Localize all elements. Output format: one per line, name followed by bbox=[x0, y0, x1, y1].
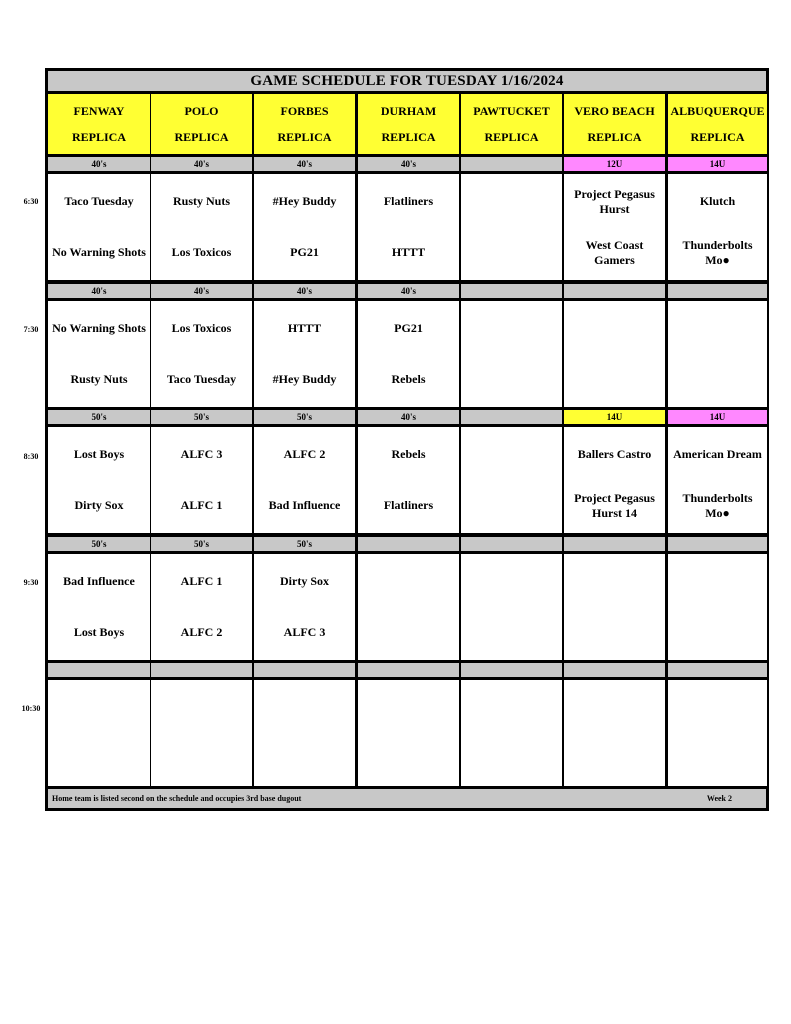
division-label: 50's bbox=[48, 537, 150, 551]
home-team: Project Pegasus Hurst 14 bbox=[574, 490, 655, 520]
field-header bbox=[358, 94, 459, 154]
away-team: Lost Boys bbox=[73, 447, 125, 461]
division-label: 40's bbox=[358, 284, 459, 298]
division-label: 14U bbox=[668, 410, 767, 424]
division-label bbox=[461, 663, 562, 677]
game-cell bbox=[358, 680, 459, 786]
field-subtitle: REPLICA bbox=[587, 130, 642, 144]
division-label: 40's bbox=[151, 157, 252, 171]
game-cell bbox=[564, 554, 665, 660]
division-label: 40's bbox=[254, 284, 355, 298]
home-team: Bad Influence bbox=[268, 498, 341, 512]
away-team: #Hey Buddy bbox=[272, 194, 337, 208]
field-subtitle: REPLICA bbox=[277, 130, 332, 144]
game-cell bbox=[668, 174, 767, 280]
game-cell bbox=[254, 680, 355, 786]
time-label: 10:30 bbox=[21, 704, 41, 713]
away-team: ALFC 2 bbox=[283, 447, 326, 461]
away-team: HTTT bbox=[287, 321, 322, 335]
field-subtitle: REPLICA bbox=[484, 130, 539, 144]
home-team: Flatliners bbox=[383, 498, 434, 512]
game-cell bbox=[48, 554, 150, 660]
home-team: ALFC 3 bbox=[283, 625, 326, 639]
division-label: 50's bbox=[151, 537, 252, 551]
division-label: 50's bbox=[254, 410, 355, 424]
division-label bbox=[358, 663, 459, 677]
home-team: #Hey Buddy bbox=[272, 372, 337, 386]
game-cell bbox=[668, 680, 767, 786]
field-header bbox=[254, 94, 355, 154]
division-label bbox=[358, 537, 459, 551]
field-subtitle: REPLICA bbox=[71, 130, 126, 144]
game-cell bbox=[151, 174, 252, 280]
division-label: 40's bbox=[48, 284, 150, 298]
game-cell bbox=[358, 301, 459, 407]
division-label: 40's bbox=[358, 157, 459, 171]
field-subtitle: REPLICA bbox=[690, 130, 745, 144]
game-cell bbox=[48, 680, 150, 786]
division-label: 50's bbox=[48, 410, 150, 424]
field-header bbox=[564, 94, 665, 154]
away-team: Bad Influence bbox=[63, 574, 135, 588]
home-team: Los Toxicos bbox=[171, 245, 232, 259]
game-cell bbox=[48, 301, 150, 407]
division-label bbox=[461, 537, 562, 551]
game-cell bbox=[461, 680, 562, 786]
division-label: 50's bbox=[254, 537, 355, 551]
division-label bbox=[461, 410, 562, 424]
schedule-footer bbox=[48, 789, 766, 808]
away-team: Project Pegasus Hurst bbox=[574, 186, 655, 216]
game-cell bbox=[151, 301, 252, 407]
home-team: ALFC 1 bbox=[180, 498, 223, 512]
field-name: FENWAY bbox=[73, 104, 125, 118]
division-label: 14U bbox=[668, 157, 767, 171]
field-name: POLO bbox=[184, 104, 219, 118]
game-cell bbox=[564, 174, 665, 280]
away-team: Klutch bbox=[699, 194, 736, 208]
division-label: 12U bbox=[564, 157, 665, 171]
game-cell bbox=[358, 427, 459, 533]
away-team: Flatliners bbox=[383, 194, 434, 208]
home-team: Rusty Nuts bbox=[70, 372, 128, 386]
home-team: Dirty Sox bbox=[74, 498, 124, 512]
game-cell bbox=[461, 427, 562, 533]
game-cell bbox=[151, 554, 252, 660]
game-cell bbox=[254, 554, 355, 660]
time-label: 7:30 bbox=[23, 325, 39, 334]
division-label: 40's bbox=[151, 284, 252, 298]
game-cell bbox=[358, 554, 459, 660]
division-label bbox=[461, 157, 562, 171]
division-label bbox=[564, 284, 665, 298]
game-cell bbox=[461, 174, 562, 280]
away-team: ALFC 3 bbox=[180, 447, 223, 461]
game-cell bbox=[564, 680, 665, 786]
footer-note: Home team is listed second on the schedule and occupies 3rd base dugout bbox=[52, 794, 302, 803]
division-label bbox=[254, 663, 355, 677]
division-label: 40's bbox=[48, 157, 150, 171]
field-subtitle: REPLICA bbox=[174, 130, 229, 144]
field-subtitle: REPLICA bbox=[381, 130, 436, 144]
time-label: 6:30 bbox=[23, 197, 39, 206]
game-cell bbox=[668, 554, 767, 660]
away-team: Taco Tuesday bbox=[64, 194, 134, 208]
game-cell bbox=[254, 427, 355, 533]
home-team: Taco Tuesday bbox=[166, 372, 237, 386]
away-team: Los Toxicos bbox=[171, 321, 232, 335]
field-name: FORBES bbox=[280, 104, 329, 118]
game-cell bbox=[254, 174, 355, 280]
schedule-title: GAME SCHEDULE FOR TUESDAY 1/16/2024 bbox=[48, 71, 766, 91]
game-cell bbox=[668, 301, 767, 407]
home-team: Thunderbolts Mo● bbox=[682, 237, 753, 267]
division-label bbox=[564, 663, 665, 677]
field-name: PAWTUCKET bbox=[473, 104, 550, 118]
division-label bbox=[151, 663, 252, 677]
game-cell bbox=[151, 427, 252, 533]
home-team: Thunderbolts Mo● bbox=[682, 490, 753, 520]
away-team: Rusty Nuts bbox=[172, 194, 230, 208]
schedule-grid bbox=[45, 68, 769, 811]
home-team: HTTT bbox=[391, 245, 426, 259]
division-label: 50's bbox=[151, 410, 252, 424]
home-team: No Warning Shots bbox=[52, 245, 146, 259]
game-cell bbox=[48, 174, 150, 280]
division-label bbox=[668, 663, 767, 677]
home-team: Lost Boys bbox=[73, 625, 125, 639]
division-label: 40's bbox=[254, 157, 355, 171]
division-label: 40's bbox=[358, 410, 459, 424]
field-header bbox=[48, 94, 150, 154]
away-team: PG21 bbox=[394, 321, 423, 335]
game-cell bbox=[151, 680, 252, 786]
away-team: Rebels bbox=[391, 447, 426, 461]
game-cell bbox=[254, 301, 355, 407]
away-team: No Warning Shots bbox=[52, 321, 146, 335]
division-label bbox=[564, 537, 665, 551]
division-label bbox=[48, 663, 150, 677]
time-label: 9:30 bbox=[23, 578, 39, 587]
home-team: PG21 bbox=[290, 245, 319, 259]
home-team: ALFC 2 bbox=[180, 625, 223, 639]
away-team: Dirty Sox bbox=[280, 574, 329, 588]
time-label: 8:30 bbox=[23, 452, 39, 461]
game-cell bbox=[358, 174, 459, 280]
game-cell bbox=[48, 427, 150, 533]
footer-week: Week 2 bbox=[706, 794, 732, 803]
division-label bbox=[668, 537, 767, 551]
field-name: VERO BEACH bbox=[574, 104, 655, 118]
division-label bbox=[461, 284, 562, 298]
field-header bbox=[461, 94, 562, 154]
game-cell bbox=[461, 554, 562, 660]
field-name: DURHAM bbox=[380, 104, 437, 118]
home-team: West Coast Gamers bbox=[585, 237, 644, 267]
game-cell bbox=[564, 427, 665, 533]
home-team: Rebels bbox=[391, 372, 426, 386]
field-header bbox=[151, 94, 252, 154]
field-header bbox=[668, 94, 767, 154]
game-cell bbox=[564, 301, 665, 407]
division-label: 14U bbox=[564, 410, 665, 424]
away-team: ALFC 1 bbox=[180, 574, 223, 588]
away-team: Ballers Castro bbox=[577, 447, 652, 461]
division-label bbox=[668, 284, 767, 298]
game-cell bbox=[461, 301, 562, 407]
field-name: ALBUQUERQUE bbox=[670, 104, 765, 118]
away-team: American Dream bbox=[673, 447, 762, 461]
game-cell bbox=[668, 427, 767, 533]
